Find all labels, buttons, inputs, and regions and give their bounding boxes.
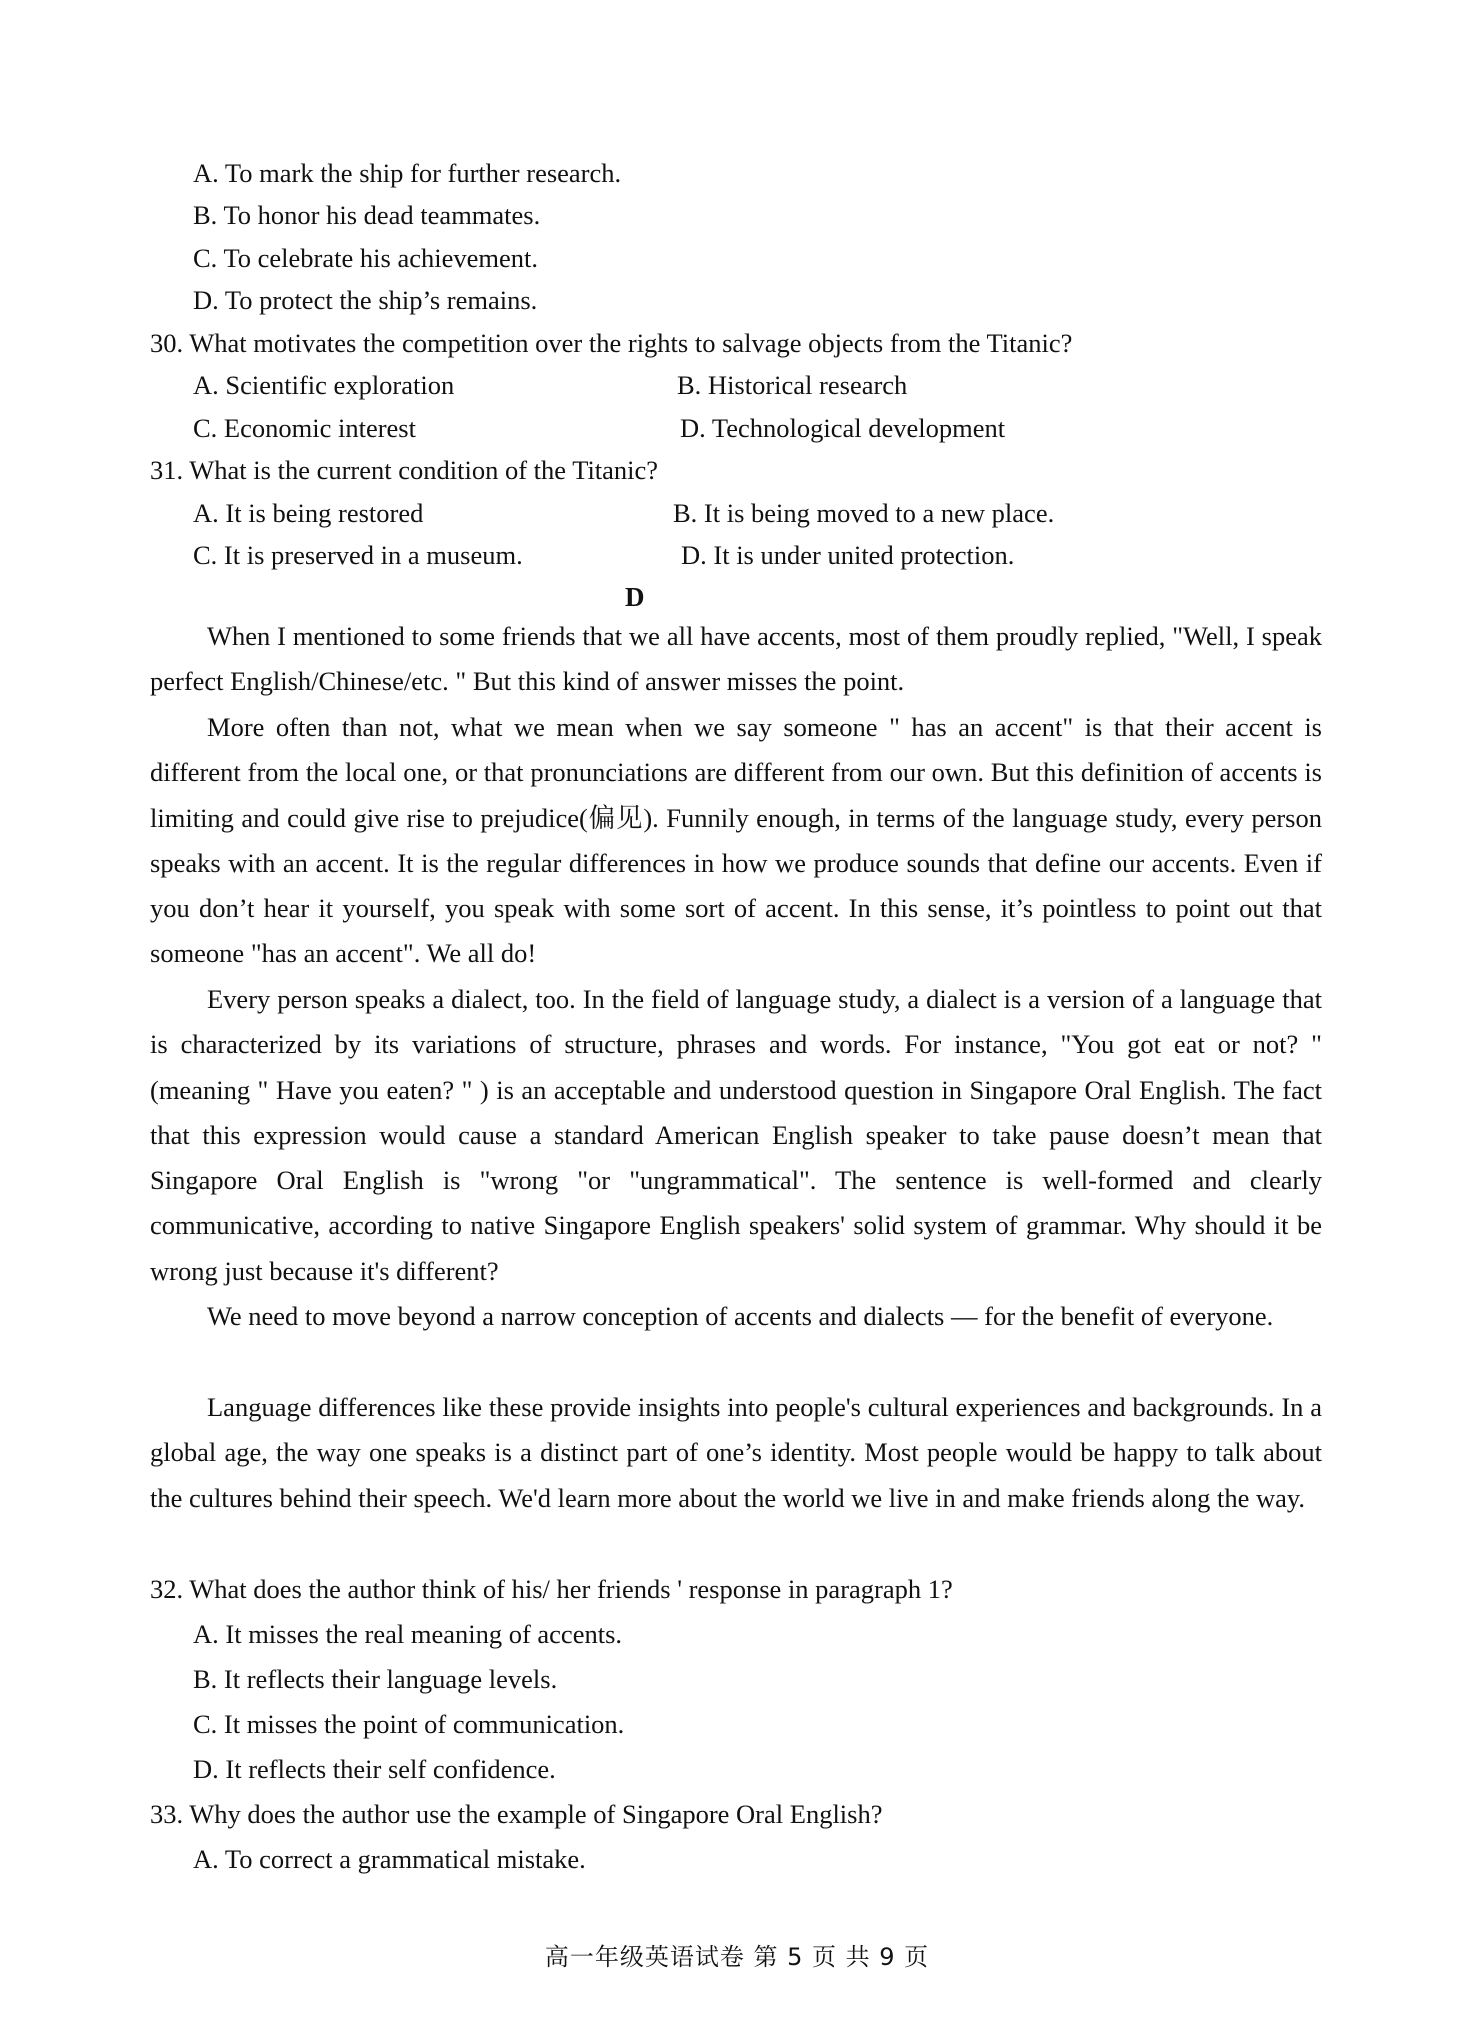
q32-option-c: C. It misses the point of communication. [193, 1709, 625, 1739]
q32-option-b: B. It reflects their language levels. [193, 1664, 558, 1694]
q31-stem: 31. What is the current condition of the Titanic? [150, 455, 659, 485]
q31-option-d: D. It is under united protection. [681, 540, 1015, 570]
passage-paragraph-3: Every person speaks a dialect, too. In the field of language study, a dialect is a version of a language that is characterized by its variations of structure, phrases and words. For instance, "You got eat or not? " (meaning " Have you eaten? " ) is an acceptable and understood question in Singapore Oral English. The fact that this expression would cause a standard American English speaker to take pause doesn’t mean that Singapore Oral English is "wrong "or "ungrammatical". The sentence is well-formed and clearly communicative, according to native Singapore English speakers' solid system of grammar. Why should it be wrong just because it's different? [150, 984, 1322, 1286]
q29-option-a: A. To mark the ship for further research. [193, 158, 622, 188]
q33-stem: 33. Why does the author use the example of Singapore Oral English? [150, 1799, 883, 1829]
q31-option-b: B. It is being moved to a new place. [673, 498, 1055, 528]
q30-option-c: C. Economic interest [193, 413, 416, 443]
q32-stem: 32. What does the author think of his/ her friends ' response in paragraph 1? [150, 1574, 953, 1604]
page-footer: 高一年级英语试卷 第 5 页 共 9 页 [544, 1943, 930, 1971]
q31-option-a: A. It is being restored [193, 498, 424, 528]
passage-paragraph-5: Language differences like these provide insights into people's cultural experiences and backgrounds. In a global age, the way one speaks is a distinct part of one’s identity. Most people would be happy to talk about the cultures behind their speech. We'd learn more about the world we live in and make friends along the way. [150, 1392, 1322, 1513]
q32-option-d: D. It reflects their self confidence. [193, 1754, 556, 1784]
passage-paragraph-2: More often than not, what we mean when we say someone " has an accent" is that their accent is different from the local one, or that pronunciations are different from our own. But this definition of accents is limiting and could give rise to prejudice(偏见). Funnily enough, in terms of the language study, every person speaks with an accent. It is the regular differences in how we produce sounds that define our accents. Even if you don’t hear it yourself, you speak with some sort of accent. In this sense, it’s pointless to point out that someone "has an accent". We all do! [150, 712, 1322, 969]
q32-option-a: A. It misses the real meaning of accents. [193, 1619, 623, 1649]
q30-stem: 30. What motivates the competition over the rights to salvage objects from the Titanic? [150, 328, 1073, 358]
passage-paragraph-1: When I mentioned to some friends that we all have accents, most of them proudly replied, "Well, I speak perfect English/Chinese/etc. " But this kind of answer misses the point. [150, 621, 1322, 697]
q29-option-c: C. To celebrate his achievement. [193, 243, 538, 273]
q30-option-a: A. Scientific exploration [193, 370, 455, 400]
q30-option-d: D. Technological development [680, 413, 1006, 443]
q29-option-d: D. To protect the ship’s remains. [193, 285, 538, 315]
passage-paragraph-4: We need to move beyond a narrow conception of accents and dialects — for the benefit of everyone. [207, 1301, 1274, 1331]
q30-option-b: B. Historical research [677, 370, 908, 400]
q29-option-b: B. To honor his dead teammates. [193, 200, 541, 230]
q33-option-a: A. To correct a grammatical mistake. [193, 1844, 586, 1874]
q31-option-c: C. It is preserved in a museum. [193, 540, 523, 570]
passage-heading: D [625, 582, 645, 612]
